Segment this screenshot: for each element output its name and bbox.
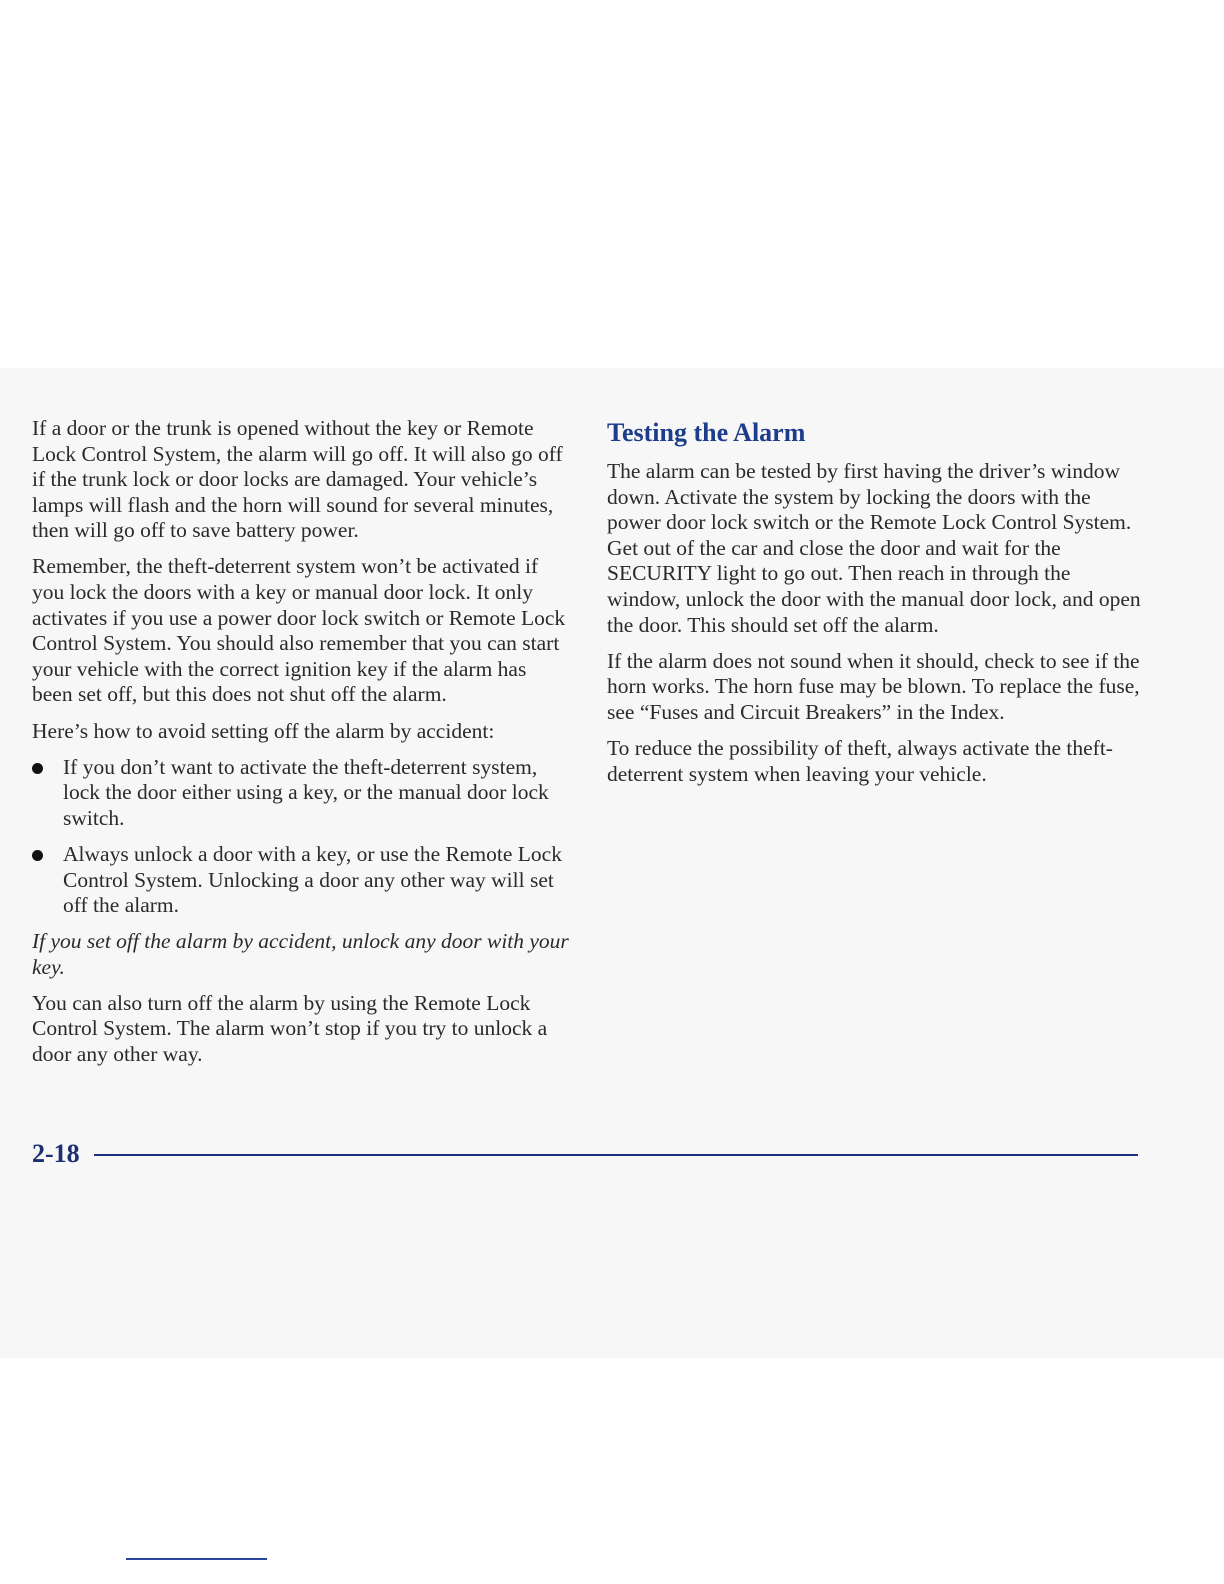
section-title: Testing the Alarm xyxy=(607,418,806,447)
left-column xyxy=(32,416,570,1078)
horn-check-paragraph: If the alarm does not sound when it should, check to see if the horn works. The horn fuse may be blown. To replace the fuse, see “Fuses and Circuit Breakers” in the Index. xyxy=(607,648,1140,724)
bullet-icon xyxy=(32,850,43,861)
list-item-text: Always unlock a door with a key, or use the Remote Lock Control System. Unlocking a door any other way will set off the alarm. xyxy=(63,841,562,918)
test-procedure-paragraph: The alarm can be tested by first having the driver’s window down. Activate the system by locking the doors with the power door lock switch or the Remote Lock Control System. Get out of the car and close the door and wait for the SECURITY light to go out. Then reach in through the window, unlock the door with the manual door lock, and open the door. This should set off the alarm. xyxy=(607,459,1141,637)
list-item-text: If you don’t want to activate the theft-deterrent system, lock the door either using a key, or the manual door lock switch. xyxy=(63,754,549,830)
theft-reduction-paragraph: To reduce the possibility of theft, always activate the theft-deterrent system when leaving your vehicle. xyxy=(607,735,1113,786)
footer-rule xyxy=(94,1154,1138,1156)
bullet-icon xyxy=(32,763,43,774)
avoid-alarm-list xyxy=(32,755,570,919)
list-item xyxy=(32,755,570,832)
activation-reminder-paragraph: Remember, the theft-deterrent system won’t be activated if you lock the doors with a key or manual door lock. It only activates if you use a power door lock switch or Remote Lock Control System. You should also remember that you can start your vehicle with the correct ignition key if the alarm has been set off, but this does not shut off the alarm. xyxy=(32,554,566,707)
bottom-rule xyxy=(126,1558,267,1560)
page-number: 2-18 xyxy=(32,1139,80,1168)
accident-note: If you set off the alarm by accident, unlock any door with your key. xyxy=(32,929,569,979)
avoid-alarm-intro: Here’s how to avoid setting off the alarm by accident: xyxy=(32,718,495,743)
page-footer xyxy=(32,1137,1138,1171)
list-item xyxy=(32,842,570,919)
remote-turn-off-paragraph: You can also turn off the alarm by using the Remote Lock Control System. The alarm won’t stop if you try to unlock a door any other way. xyxy=(32,990,548,1067)
alarm-trigger-paragraph: If a door or the trunk is opened without the key or Remote Lock Control System, the alarm will go off. It will also go off if the trunk lock or door locks are damaged. Your vehicle’s lamps will flash and the horn will sound for several minutes, then will go off to save battery power. xyxy=(32,416,563,543)
right-column xyxy=(607,416,1147,798)
